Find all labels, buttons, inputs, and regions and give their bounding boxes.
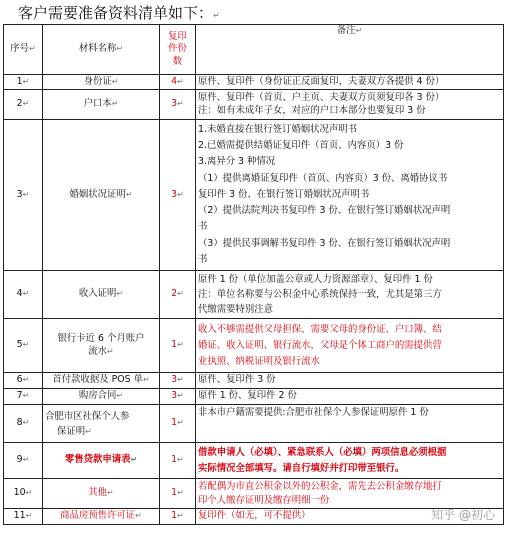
material-name: 银行卡近 6 个月账户 流水↵ bbox=[43, 319, 160, 373]
materials-table bbox=[3, 24, 504, 525]
copies-count: 1↵ bbox=[160, 443, 196, 479]
row-number: 3↵ bbox=[4, 120, 43, 271]
row-number: 5↵ bbox=[4, 319, 43, 373]
notes-cell: 若配偶为市直公积金以外的公积金，需先去公积金缴存地打 印个人缴存证明及缴存明细一份 bbox=[196, 479, 504, 509]
notes-cell: 原件 1 份（单位加盖公章或人力资源部章）、复印件 1 份 注：单位名称要与公积金中心系统保持一致，尤其是第三方 代缴需要特别注意 bbox=[196, 271, 504, 319]
copies-count: 2↵ bbox=[160, 271, 196, 319]
notes-cell: 原件、复印件（首页、户主页、夫妻双方页须复印各 3 份） 注：如有未成年子女，对应的户口本部分也要复印 3 份 bbox=[196, 90, 504, 120]
row-number: 8↵ bbox=[4, 405, 43, 443]
notes-cell: 借款申请人（必填）、紧急联系人（必填）两项信息必须根据 实际情况全部填写。请自行填好并打印带至银行。 bbox=[196, 443, 504, 479]
material-name: 零售贷款申请表↵ bbox=[43, 443, 160, 479]
row-number: 11↵ bbox=[4, 509, 43, 525]
copies-count: 1↵ bbox=[160, 509, 196, 525]
page-title: 客户需要准备资料清单如下：↵ bbox=[18, 4, 220, 22]
row-number: 1↵ bbox=[4, 75, 43, 90]
table-row bbox=[4, 271, 504, 319]
row-number: 6↵ bbox=[4, 373, 43, 389]
copies-count: 1↵ bbox=[160, 319, 196, 373]
header-notes: 备注↵ bbox=[196, 25, 504, 75]
material-name: 购房合同↵ bbox=[43, 389, 160, 405]
notes-cell: 原件、复印件（身份证正反面复印，夫妻双方各提供 4 份） bbox=[196, 75, 504, 90]
table-row bbox=[4, 479, 504, 509]
header-no: 序号↵ bbox=[4, 25, 43, 75]
material-name: 婚姻状况证明↵ bbox=[43, 120, 160, 271]
row-number: 10↵ bbox=[4, 479, 43, 509]
row-number: 2↵ bbox=[4, 90, 43, 120]
table-row bbox=[4, 443, 504, 479]
copies-count: 1↵ bbox=[160, 479, 196, 509]
row-number: 4↵ bbox=[4, 271, 43, 319]
table-row bbox=[4, 319, 504, 373]
header-copies: 复印 件份 数 bbox=[160, 25, 196, 75]
table-header-row bbox=[4, 25, 504, 75]
header-name: 材料名称↵ bbox=[43, 25, 160, 75]
copies-count: 1↵ bbox=[160, 405, 196, 443]
notes-cell: 复印件（如无，可不提供） bbox=[196, 509, 504, 525]
table-row bbox=[4, 509, 504, 525]
material-name: 身份证↵ bbox=[43, 75, 160, 90]
material-name: 其他↵ bbox=[43, 479, 160, 509]
table-row bbox=[4, 90, 504, 120]
copies-count: 3↵ bbox=[160, 90, 196, 120]
table-row bbox=[4, 120, 504, 271]
notes-cell: 原件、复印件 3 份 bbox=[196, 373, 504, 389]
material-name: 商品房预售许可证↵ bbox=[43, 509, 160, 525]
copies-count: 3↵ bbox=[160, 389, 196, 405]
notes-cell: 1.未婚直接在银行签订婚姻状况声明书 2.已婚需提供结婚证复印件（首页、内容页）3 份 3.离异分 3 种情况 （1）提供离婚证复印件（首页、内容页）3 份、离婚协议书 复印件 3 份、在银行签订婚姻状况声明书 （2）提供法院判决书复印件 3 份、在银行签订婚姻状况声明 书 （3）提供民事调解书复印件 3 份、在银行签订婚姻状况声明 书 bbox=[196, 120, 504, 271]
table-row bbox=[4, 75, 504, 90]
material-name: 合肥市区社保个人参 保证明↵ bbox=[43, 405, 160, 443]
table-row bbox=[4, 373, 504, 389]
row-number: 9↵ bbox=[4, 443, 43, 479]
notes-cell: 非本市户籍需要提供:合肥市社保个人参保证明原件 1 份 bbox=[196, 405, 504, 443]
table-row bbox=[4, 405, 504, 443]
notes-cell: 原件 1 份、复印件 2 份 bbox=[196, 389, 504, 405]
copies-count: 3↵ bbox=[160, 373, 196, 389]
material-name: 收入证明↵ bbox=[43, 271, 160, 319]
table-row bbox=[4, 389, 504, 405]
watermark: 知乎 @初心 bbox=[431, 508, 495, 522]
copies-count: 3↵ bbox=[160, 120, 196, 271]
material-name: 首付款收据及 POS 单↵ bbox=[43, 373, 160, 389]
copies-count: 4↵ bbox=[160, 75, 196, 90]
row-number: 7↵ bbox=[4, 389, 43, 405]
material-name: 户口本↵ bbox=[43, 90, 160, 120]
notes-cell: 收入不够需提供父母担保、需要父母的身份证、户口簿、结 婚证、收入证明、银行流水，父母是个体工商户的需提供营 业执照、纳税证明及银行流水 bbox=[196, 319, 504, 373]
